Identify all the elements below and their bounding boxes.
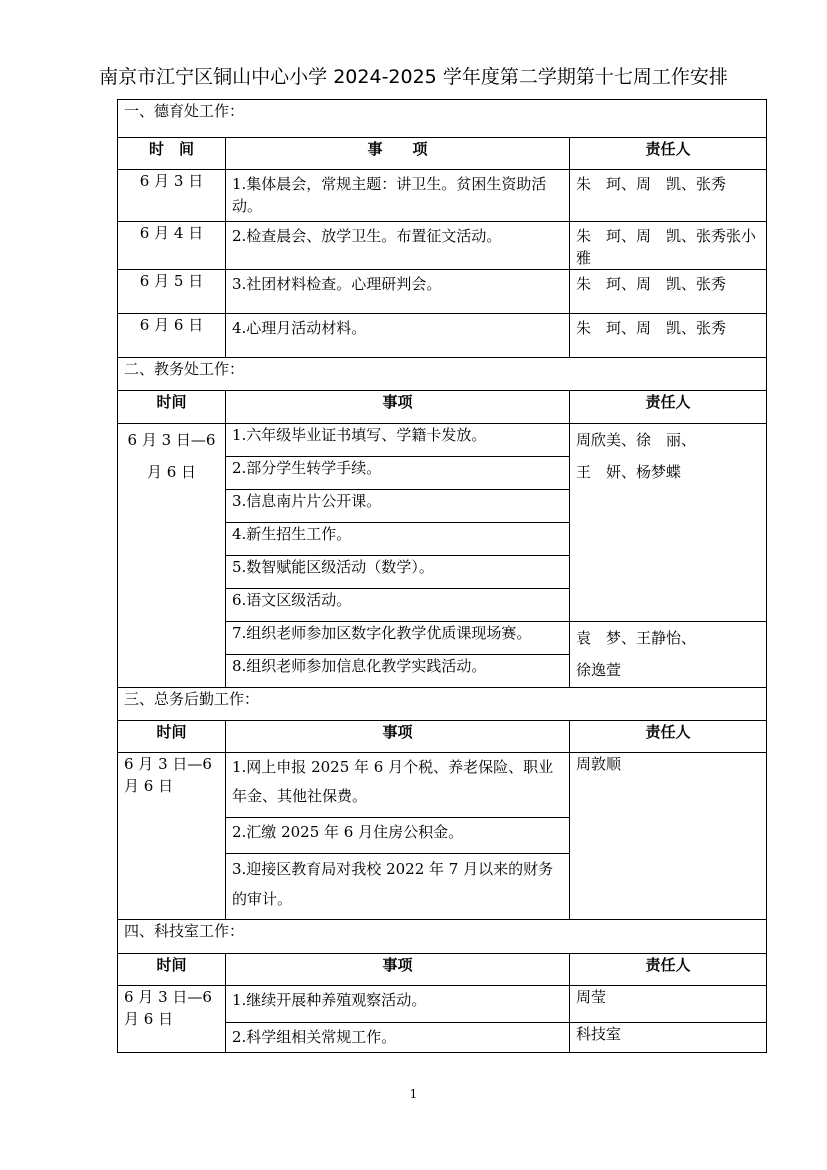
row-item: 4.心理月活动材料。 — [226, 314, 570, 358]
header-person: 责任人 — [570, 721, 767, 753]
row-item: 1.六年级毕业证书填写、学籍卡发放。 — [226, 424, 570, 457]
row-item: 8.组织老师参加信息化教学实践活动。 — [226, 655, 570, 688]
section-header-moral — [118, 100, 767, 138]
column-header-row — [118, 721, 767, 753]
header-time: 时间 — [118, 721, 226, 753]
row-item: 6.语文区级活动。 — [226, 589, 570, 622]
row-person: 周莹 — [570, 986, 767, 1023]
row-item: 2.科学组相关常规工作。 — [226, 1023, 570, 1053]
column-header-row — [118, 138, 767, 170]
table-row — [118, 170, 767, 222]
row-item: 3.社团材料检查。心理研判会。 — [226, 270, 570, 314]
section-header-academic — [118, 358, 767, 391]
row-item: 2.部分学生转学手续。 — [226, 457, 570, 490]
section-title: 四、科技室工作： — [118, 920, 767, 954]
row-date: 6 月 3 日 — [118, 170, 226, 222]
header-item: 事 项 — [226, 138, 570, 170]
row-person: 朱 珂、周 凯、张秀 — [570, 314, 767, 358]
header-time: 时间 — [118, 954, 226, 986]
table-row — [118, 314, 767, 358]
header-time: 时间 — [118, 391, 226, 424]
column-header-row — [118, 391, 767, 424]
header-person: 责任人 — [570, 391, 767, 424]
row-item: 1.集体晨会，常规主题：讲卫生。贫困生资助活动。 — [226, 170, 570, 222]
header-person: 责任人 — [570, 138, 767, 170]
row-item: 2.汇缴 2025 年 6 月住房公积金。 — [226, 818, 570, 854]
row-item: 1.网上申报 2025 年 6 月个税、养老保险、职业年金、其他社保费。 — [226, 753, 570, 818]
table-row — [118, 270, 767, 314]
page-number: 1 — [409, 1087, 418, 1101]
section-header-logistics — [118, 688, 767, 721]
table-row — [118, 753, 767, 818]
section-header-tech — [118, 920, 767, 954]
table-row — [118, 986, 767, 1023]
header-item: 事项 — [226, 391, 570, 424]
row-person: 朱 珂、周 凯、张秀 — [570, 170, 767, 222]
row-person: 朱 珂、周 凯、张秀张小雅 — [570, 222, 767, 270]
section-title: 一、德育处工作： — [118, 100, 767, 138]
row-date: 6 月 5 日 — [118, 270, 226, 314]
header-time: 时 间 — [118, 138, 226, 170]
header-item: 事项 — [226, 954, 570, 986]
column-header-row — [118, 954, 767, 986]
table-row — [118, 424, 767, 457]
row-date: 6 月 6 日 — [118, 314, 226, 358]
row-person: 周敦顺 — [570, 753, 767, 920]
row-person: 袁 梦、王静怡、 徐逸萱 — [570, 622, 767, 688]
row-item: 2.检查晨会、放学卫生。布置征文活动。 — [226, 222, 570, 270]
row-date: 6 月 3 日—6 月 6 日 — [118, 753, 226, 920]
row-person: 科技室 — [570, 1023, 767, 1053]
row-person: 周欣美、徐 丽、 王 妍、杨梦蝶 — [570, 424, 767, 622]
row-date: 6 月 3 日—6 月 6 日 — [118, 986, 226, 1053]
row-date: 6 月 4 日 — [118, 222, 226, 270]
header-item: 事项 — [226, 721, 570, 753]
header-person: 责任人 — [570, 954, 767, 986]
row-item: 3.信息南片片公开课。 — [226, 490, 570, 523]
page-title: 南京市江宁区铜山中心小学 2024-2025 学年度第二学期第十七周工作安排 — [99, 66, 728, 88]
row-item: 1.继续开展种养殖观察活动。 — [226, 986, 570, 1023]
row-item: 5.数智赋能区级活动（数学）。 — [226, 556, 570, 589]
row-item: 3.迎接区教育局对我校 2022 年 7 月以来的财务的审计。 — [226, 854, 570, 920]
row-date: 6 月 3 日—6 月 6 日 — [118, 424, 226, 688]
table-row — [118, 222, 767, 270]
section-title: 二、教务处工作： — [118, 358, 767, 391]
section-title: 三、总务后勤工作： — [118, 688, 767, 721]
row-item: 7.组织老师参加区数字化教学优质课现场赛。 — [226, 622, 570, 655]
row-person: 朱 珂、周 凯、张秀 — [570, 270, 767, 314]
row-item: 4.新生招生工作。 — [226, 523, 570, 556]
schedule-table — [117, 99, 767, 1053]
